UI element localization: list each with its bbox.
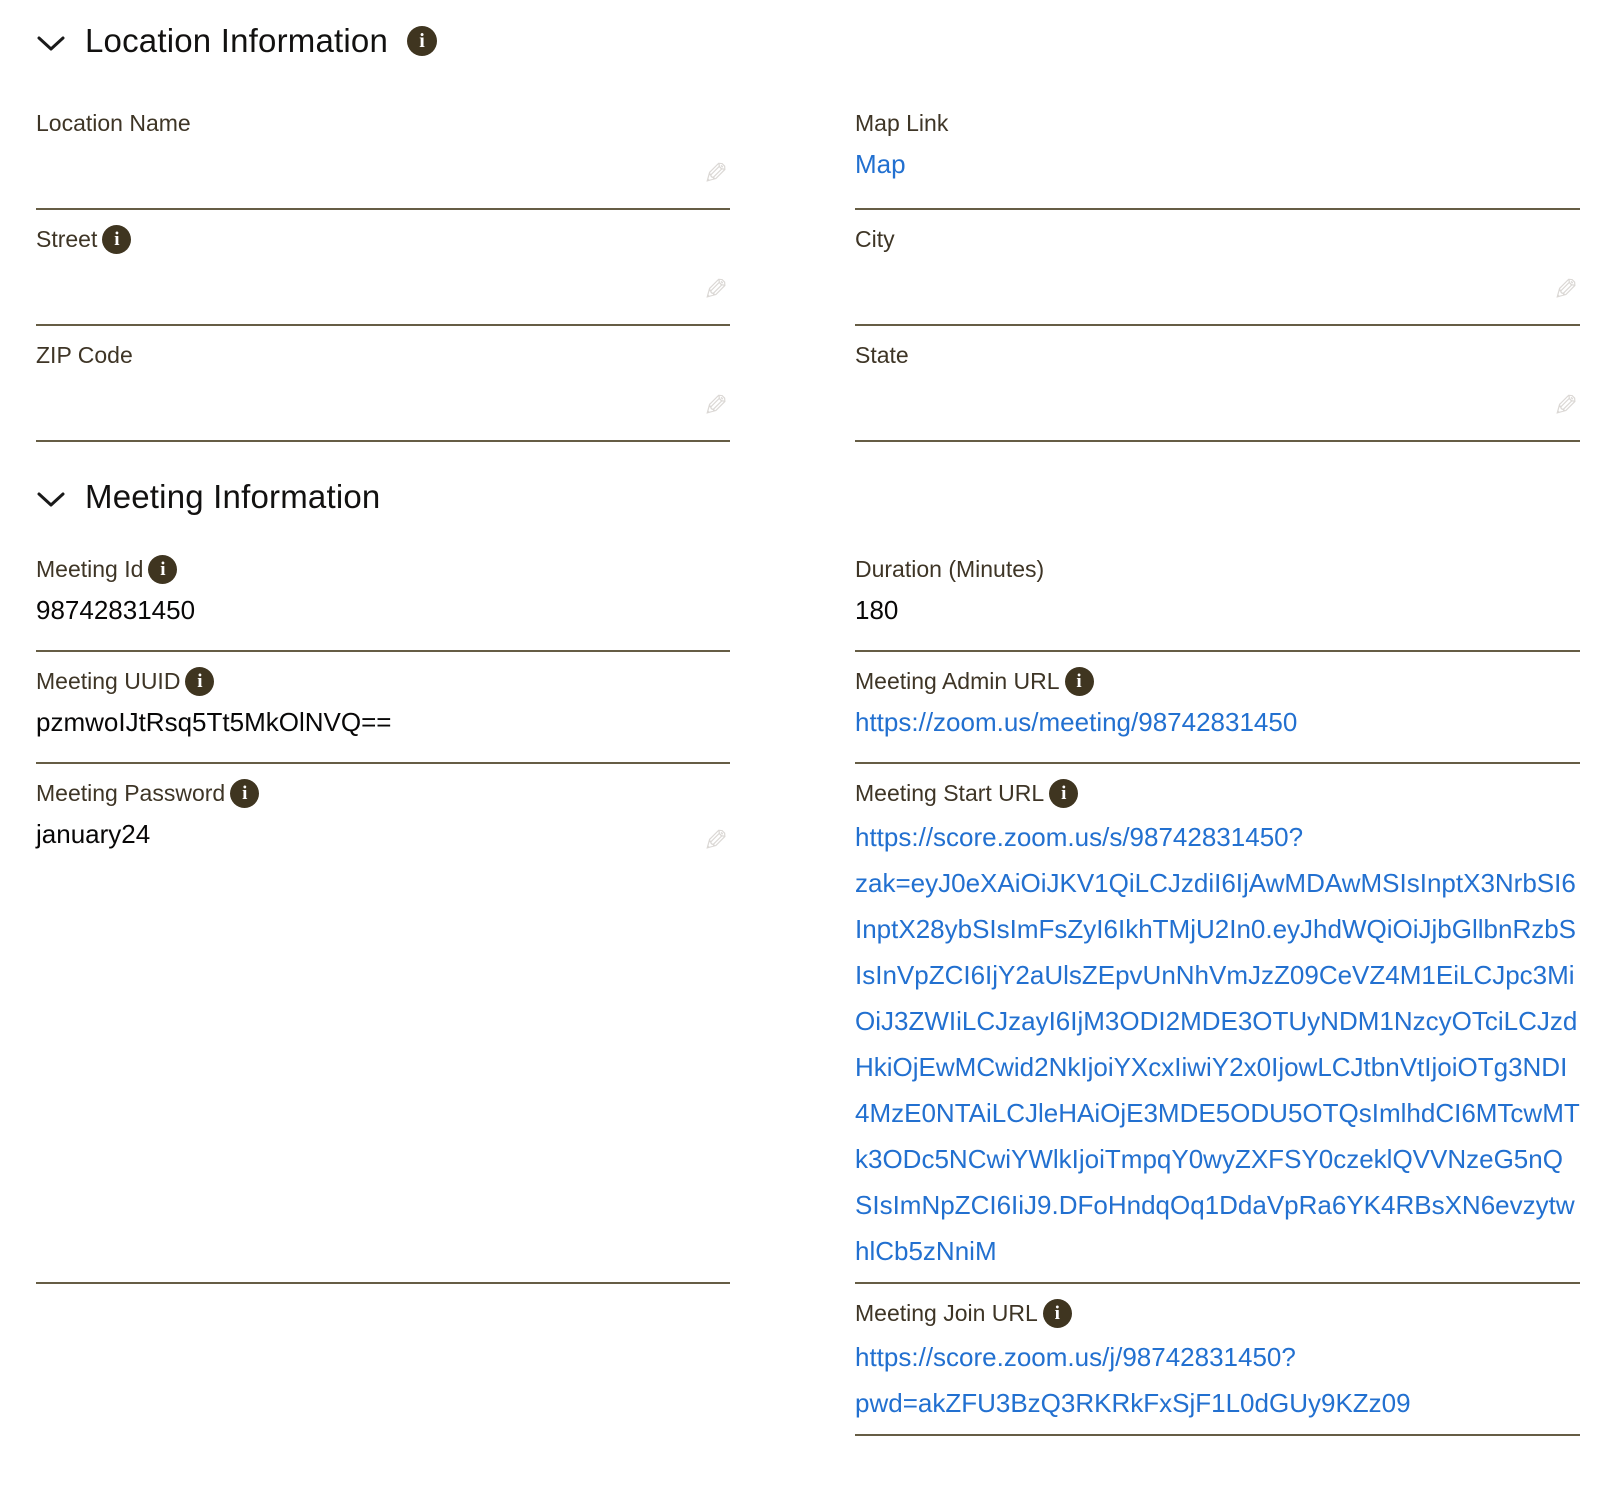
- info-icon[interactable]: i: [1065, 667, 1094, 696]
- field-label: [855, 340, 1580, 370]
- field-label-text: Street: [36, 226, 98, 252]
- url-text: https://score.zoom.us/j/98742831450?: [855, 1342, 1296, 1372]
- field-label-text: ZIP Code: [36, 342, 133, 368]
- record-detail-page: [36, 22, 1580, 1436]
- field-label: [36, 666, 730, 696]
- field-label: [855, 554, 1580, 584]
- field-value: [855, 376, 1580, 432]
- field-value: [855, 702, 1580, 754]
- field-location-name: [36, 108, 730, 210]
- edit-icon[interactable]: ✎: [702, 274, 728, 307]
- form-row: [36, 554, 1580, 652]
- meeting-join-url-link[interactable]: [855, 1334, 1580, 1426]
- field-state: [855, 340, 1580, 442]
- field-label-text: State: [855, 342, 909, 368]
- form-row: [36, 108, 1580, 210]
- field-label-text: Duration (Minutes): [855, 556, 1045, 582]
- field-label-text: Location Name: [36, 110, 191, 136]
- info-icon[interactable]: i: [185, 667, 214, 696]
- meeting-admin-url-link[interactable]: https://zoom.us/meeting/98742831450: [855, 707, 1298, 737]
- field-value: [855, 814, 1580, 1274]
- info-icon[interactable]: i: [407, 26, 437, 56]
- field-value: [855, 144, 1580, 200]
- section-header-location-information: [36, 22, 1580, 60]
- field-value: pzmwoIJtRsq5Tt5MkOlNVQ==: [36, 707, 392, 737]
- form-row: [36, 224, 1580, 326]
- edit-icon[interactable]: ✎: [1552, 390, 1578, 423]
- chevron-down-icon[interactable]: [36, 490, 66, 509]
- form-row: [36, 666, 1580, 764]
- url-text: pwd=akZFU3BzQ3RKRkFxSjF1L0dGUy9KZz09: [855, 1388, 1411, 1418]
- field-value: [36, 144, 730, 200]
- field-value: 98742831450: [36, 595, 196, 625]
- meeting-start-url-link[interactable]: [855, 814, 1580, 1274]
- field-zip-code: [36, 340, 730, 442]
- info-icon[interactable]: i: [230, 779, 259, 808]
- url-text: https://score.zoom.us/s/98742831450?: [855, 822, 1304, 852]
- info-icon[interactable]: i: [1043, 1299, 1072, 1328]
- form-row: [36, 778, 1580, 1284]
- edit-icon[interactable]: ✎: [702, 390, 728, 423]
- field-label-text: Meeting UUID: [36, 668, 181, 694]
- field-value: 180: [855, 595, 899, 625]
- field-label-text: City: [855, 226, 895, 252]
- field-value: january24: [36, 819, 151, 849]
- empty-cell: [36, 1298, 730, 1436]
- field-label: [855, 666, 1580, 696]
- field-label: [36, 224, 730, 254]
- field-label: [855, 224, 1580, 254]
- edit-icon[interactable]: ✎: [1552, 274, 1578, 307]
- url-text: zak=eyJ0eXAiOiJKV1QiLCJzdiI6IjAwMDAwMSIsInptX3NrbSI6InptX28ybSIsImFsZyI6IkhTMjU2In0.eyJhdWQiOiJjbGllbnRzbSIsInVpZCI6IjY2aUlsZEpvUnNhVmJzZ09CeVZ4M1EiLCJpc3MiOiJ3ZWIiLCJzayI6IjM3ODI2MDE3OTUyNDM1NzcyOTciLCJzdHkiOjEwMCwid2NkIjoiYXcxIiwiY2x0IjowLCJtbnVtIjoiOTg3NDI4MzE0NTAiLCJleHAiOjE3MDE5ODU5OTQsImlhdCI6MTcwMTk3ODc5NCwiYWlkIjoiTmpqY0wyZXFSY0czeklQVVNzeG5nQSIsImNpZCI6IiJ9.DFoHndqOq1DdaVpRa6YK4RBsXN6evzytwhlCb5zNniM: [855, 868, 1580, 1266]
- field-map-link: [855, 108, 1580, 210]
- edit-icon[interactable]: ✎: [702, 825, 728, 858]
- info-icon[interactable]: i: [102, 225, 131, 254]
- field-value: [36, 260, 730, 316]
- field-label-text: Meeting Join URL: [855, 1300, 1038, 1326]
- field-label: [36, 340, 730, 370]
- section-title: Location Information: [85, 22, 389, 59]
- form-row: [36, 1298, 1580, 1436]
- field-label: [36, 554, 730, 584]
- field-label: [36, 108, 730, 138]
- field-city: [855, 224, 1580, 326]
- map-link[interactable]: Map: [855, 149, 906, 179]
- field-label: [36, 778, 730, 808]
- field-label-text: Meeting Admin URL: [855, 668, 1060, 694]
- section-header-meeting-information: [36, 478, 1580, 516]
- field-value: [855, 1334, 1580, 1426]
- chevron-down-icon[interactable]: [36, 34, 66, 53]
- field-street: [36, 224, 730, 326]
- field-value: [855, 260, 1580, 316]
- field-meeting-password: [36, 778, 730, 1284]
- edit-icon[interactable]: ✎: [702, 158, 728, 191]
- section-title: Meeting Information: [85, 478, 381, 515]
- field-meeting-uuid: [36, 666, 730, 764]
- field-value: [36, 376, 730, 432]
- field-label-text: Map Link: [855, 110, 949, 136]
- field-label-text: Meeting Id: [36, 556, 144, 582]
- field-label-text: Meeting Password: [36, 780, 226, 806]
- info-icon[interactable]: i: [1049, 779, 1078, 808]
- field-meeting-join-url: [855, 1298, 1580, 1436]
- field-label-text: Meeting Start URL: [855, 780, 1045, 806]
- info-icon[interactable]: i: [148, 555, 177, 584]
- field-label: [855, 108, 1580, 138]
- field-label: [855, 1298, 1580, 1328]
- field-label: [855, 778, 1580, 808]
- field-duration-minutes: [855, 554, 1580, 652]
- field-meeting-start-url: [855, 778, 1580, 1284]
- form-row: [36, 340, 1580, 442]
- field-meeting-id: [36, 554, 730, 652]
- field-meeting-admin-url: [855, 666, 1580, 764]
